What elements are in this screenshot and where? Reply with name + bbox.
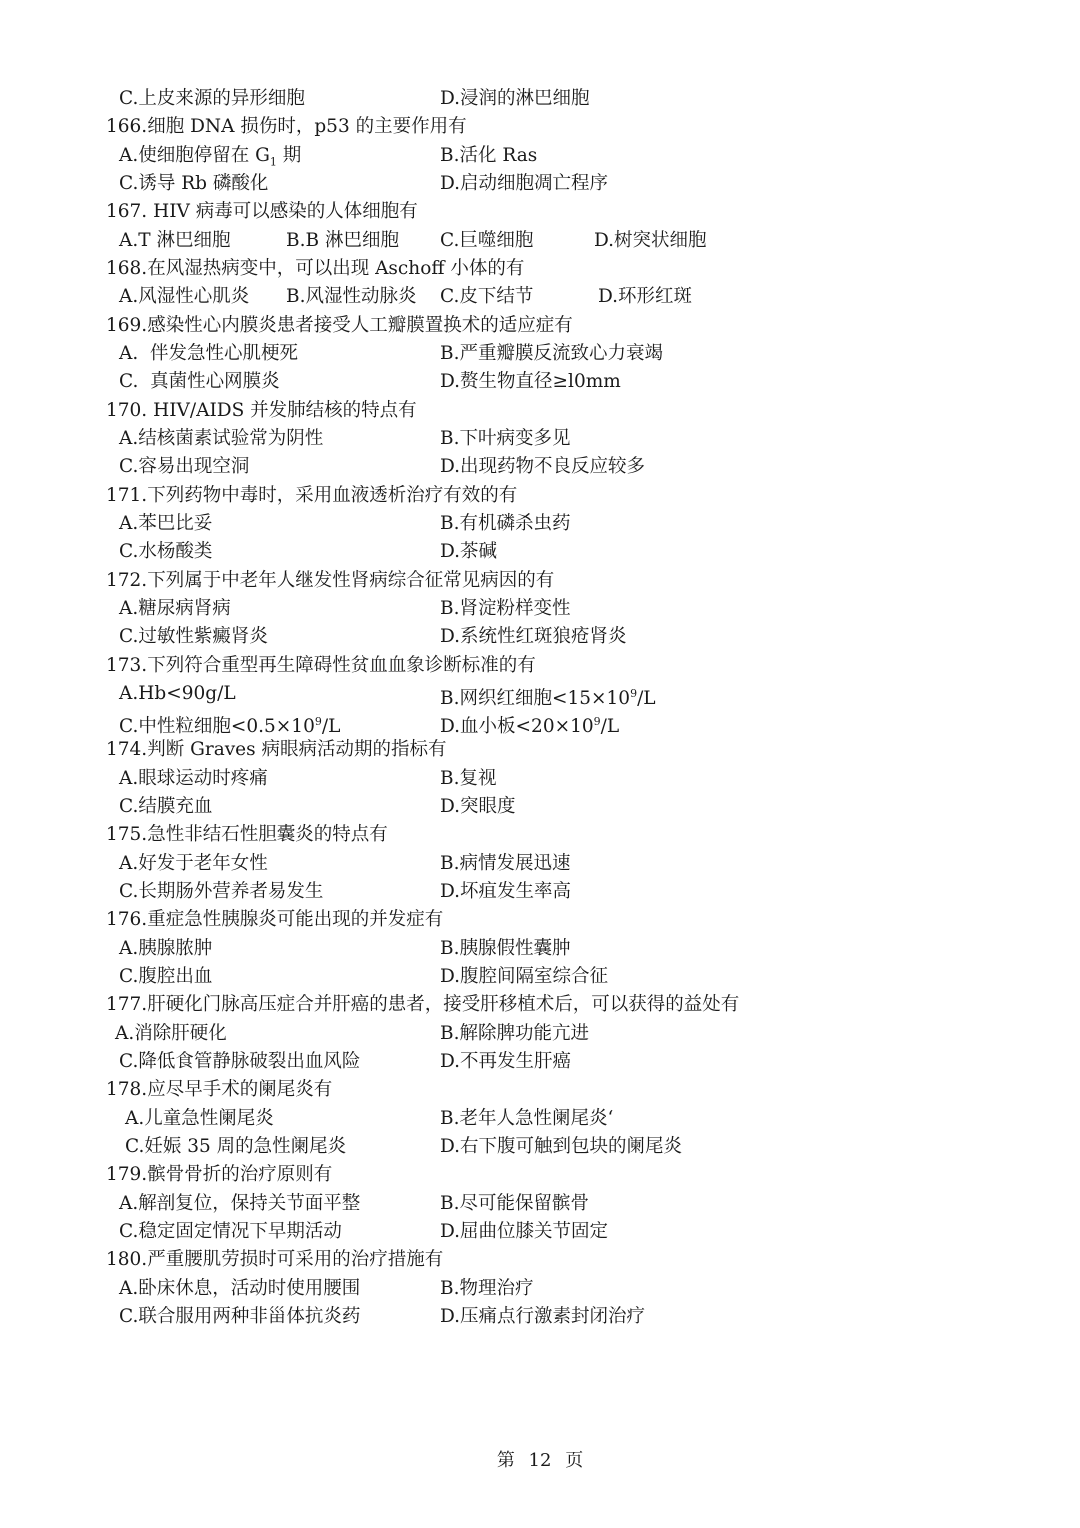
question-172: 172.下列属于中老年人继发性肾病综合征常见病因的有 <box>106 570 555 591</box>
option-a-text: A.使细胞停留在 G <box>119 145 270 166</box>
option-a: A.苯巴比妥 <box>119 513 213 534</box>
option-c: C.水杨酸类 <box>119 541 213 562</box>
option-c: C.妊娠 35 周的急性阑尾炎 <box>125 1136 347 1157</box>
option-a: A.Hb<90g/L <box>119 683 236 704</box>
option-d: D.浸润的淋巴细胞 <box>440 88 590 109</box>
option-a: A. 伴发急性心肌梗死 <box>119 343 299 364</box>
superscript: 9 <box>593 715 601 728</box>
option-b: B.B 淋巴细胞 <box>286 230 399 251</box>
option-c: C.长期肠外营养者易发生 <box>119 881 324 902</box>
page-number <box>0 1447 1080 1475</box>
option-d: D.不再发生肝癌 <box>440 1051 572 1072</box>
option-b: B.有机磷杀虫药 <box>440 513 571 534</box>
option-a: A.儿童急性阑尾炎 <box>125 1108 274 1129</box>
option-c-text: C.中性粒细胞<0.5×10 <box>119 716 315 738</box>
option-b: B.尽可能保留髌骨 <box>440 1193 589 1214</box>
option-d: D.突眼度 <box>440 796 516 817</box>
option-c: C.降低食管静脉破裂出血风险 <box>119 1051 361 1072</box>
option-a: A.好发于老年女性 <box>119 853 268 874</box>
question-168: 168.在风湿热病变中，可以出现 Aschoff 小体的有 <box>106 258 525 279</box>
option-c: C.巨噬细胞 <box>440 230 534 251</box>
question-169: 169.感染性心内膜炎患者接受人工瓣膜置换术的适应症有 <box>106 315 573 336</box>
question-173: 173.下列符合重型再生障碍性贫血血象诊断标准的有 <box>106 655 536 676</box>
question-171: 171.下列药物中毒时，采用血液透析治疗有效的有 <box>106 485 518 506</box>
option-c: C.联合服用两种非甾体抗炎药 <box>119 1306 361 1327</box>
option-b: B.胰腺假性囊肿 <box>440 938 571 959</box>
superscript: 9 <box>314 715 322 728</box>
option-a: A.风湿性心肌炎 <box>119 286 250 307</box>
option-a: A.胰腺脓肿 <box>119 938 213 959</box>
option-d: D.茶碱 <box>440 541 498 562</box>
option-a: A.结核菌素试验常为阴性 <box>119 428 324 449</box>
question-179: 179.髌骨骨折的治疗原则有 <box>106 1164 333 1185</box>
option-a <box>119 142 301 170</box>
option-b: B.风湿性动脉炎 <box>286 286 417 307</box>
option-a: A.卧床休息，活动时使用腰围 <box>119 1278 361 1299</box>
option-b: B.下叶病变多见 <box>440 428 571 449</box>
option-d: D.腹腔间隔室综合征 <box>440 966 609 987</box>
question-175: 175.急性非结石性胆囊炎的特点有 <box>106 824 388 845</box>
option-c: C.容易出现空洞 <box>119 456 250 477</box>
option-c: C.诱导 Rb 磷酸化 <box>119 173 269 194</box>
option-d <box>440 708 619 736</box>
question-170: 170. HIV/AIDS 并发肺结核的特点有 <box>106 400 417 421</box>
option-c: C.腹腔出血 <box>119 966 213 987</box>
option-c: C.过敏性紫癜肾炎 <box>119 626 268 647</box>
option-d: D.树突状细胞 <box>594 230 707 251</box>
option-c: C.皮下结节 <box>440 286 534 307</box>
option-d-text: D.血小板<20×10 <box>440 716 594 738</box>
question-174: 174.判断 Graves 病眼病活动期的指标有 <box>106 739 447 760</box>
option-a: A.解剖复位，保持关节面平整 <box>119 1193 361 1214</box>
question-176: 176.重症急性胰腺炎可能出现的并发症有 <box>106 909 444 930</box>
superscript: 9 <box>630 687 638 700</box>
page-number-value: 12 <box>528 1450 552 1471</box>
option-d: D.压痛点行激素封闭治疗 <box>440 1306 646 1327</box>
option-b: B.严重瓣膜反流致心力衰竭 <box>440 343 663 364</box>
option-d: D.出现药物不良反应较多 <box>440 456 646 477</box>
option-b: B.解除脾功能亢进 <box>440 1023 589 1044</box>
subscript: 1 <box>269 155 277 169</box>
option-b-suffix: /L <box>637 688 656 710</box>
option-a: A.糖尿病肾病 <box>119 598 231 619</box>
option-c: C.稳定固定情况下早期活动 <box>119 1221 342 1242</box>
option-d: D.系统性红斑狼疮肾炎 <box>440 626 627 647</box>
option-b: B.活化 Ras <box>440 145 538 166</box>
question-177: 177.肝硬化门脉高压症合并肝癌的患者，接受肝移植术后，可以获得的益处有 <box>106 994 740 1015</box>
option-b: B.病情发展迅速 <box>440 853 571 874</box>
option-b: B.物理治疗 <box>440 1278 534 1299</box>
option-a: A.眼球运动时疼痛 <box>119 768 268 789</box>
option-d: D.赘生物直径≥l0mm <box>440 371 621 392</box>
option-d: D.屈曲位膝关节固定 <box>440 1221 609 1242</box>
option-d-suffix: /L <box>600 716 620 738</box>
option-d: D.右下腹可触到包块的阑尾炎 <box>440 1136 683 1157</box>
page-number-suffix: 页 <box>565 1450 584 1471</box>
option-c: C.上皮来源的异形细胞 <box>119 88 305 109</box>
option-c <box>119 708 340 736</box>
option-c: C. 真菌性心网膜炎 <box>119 371 280 392</box>
option-a: A.T 淋巴细胞 <box>119 230 231 251</box>
option-b: B.复视 <box>440 768 497 789</box>
option-b-text: B.网织红细胞<15×10 <box>440 688 631 710</box>
page-number-prefix: 第 <box>496 1450 515 1471</box>
question-166: 166.细胞 DNA 损伤时，p53 的主要作用有 <box>106 116 467 137</box>
option-d: D.启动细胞凋亡程序 <box>440 173 609 194</box>
option-a-suffix: 期 <box>276 145 302 166</box>
option-b: B.肾淀粉样变性 <box>440 598 571 619</box>
option-c: C.结膜充血 <box>119 796 213 817</box>
option-a: A.消除肝硬化 <box>115 1023 227 1044</box>
option-d: D.环形红斑 <box>598 286 693 307</box>
option-d: D.坏疽发生率高 <box>440 881 572 902</box>
question-167: 167. HIV 病毒可以感染的人体细胞有 <box>106 201 418 222</box>
question-178: 178.应尽早手术的阑尾炎有 <box>106 1079 333 1100</box>
option-c-suffix: /L <box>321 716 341 738</box>
option-b <box>440 680 656 708</box>
question-180: 180.严重腰肌劳损时可采用的治疗措施有 <box>106 1249 444 1270</box>
option-b: B.老年人急性阑尾炎‘ <box>440 1108 614 1129</box>
